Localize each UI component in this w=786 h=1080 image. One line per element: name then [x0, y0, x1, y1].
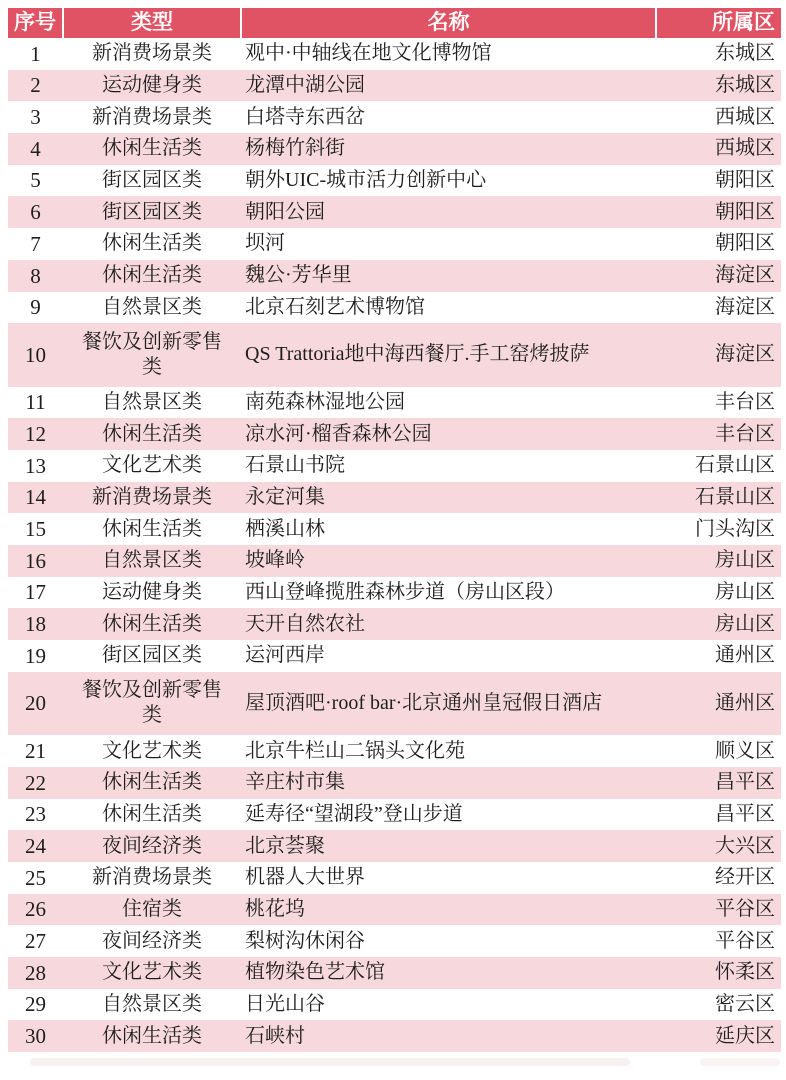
cell-district: 顺义区: [715, 739, 775, 762]
cell-name: 植物染色艺术馆: [245, 961, 385, 984]
cell-index: 4: [30, 136, 41, 161]
cell-type: 自然景区类: [102, 295, 202, 318]
table-row: [8, 101, 781, 133]
cell-index: 15: [25, 517, 46, 542]
cell-name: 延寿径“望湖段”登山步道: [245, 802, 463, 825]
cell-type: 新消费场景类: [92, 42, 212, 65]
cell-district: 房山区: [715, 612, 775, 635]
table-row: [8, 672, 781, 735]
cell-index: 18: [25, 612, 46, 637]
cell-type: 自然景区类: [102, 390, 202, 413]
table-row: [8, 608, 781, 640]
cell-index: 24: [25, 833, 46, 858]
cell-type: 运动健身类: [102, 581, 202, 604]
cell-index: 25: [25, 865, 46, 890]
cell-district: 通州区: [715, 644, 775, 667]
cell-name: 北京牛栏山二锅头文化苑: [245, 739, 465, 762]
cell-index: 5: [30, 168, 41, 193]
cell-name: 屋顶酒吧·roof bar·北京通州皇冠假日酒店: [245, 691, 603, 714]
next-row-hint: [30, 1058, 630, 1066]
cell-index: 26: [25, 897, 46, 922]
column-header-district: 所属区: [656, 8, 781, 38]
table-row: [8, 894, 781, 926]
cell-index: 1: [30, 41, 41, 66]
cell-type: 休闲生活类: [102, 802, 202, 825]
table-row: [8, 830, 781, 862]
cell-type: 自然景区类: [102, 549, 202, 572]
cell-district: 西城区: [715, 137, 775, 160]
cell-index: 9: [30, 295, 41, 320]
cell-name: 日光山谷: [245, 993, 325, 1015]
cell-name: 龙潭中湖公园: [245, 74, 365, 97]
cell-index: 7: [30, 231, 41, 256]
cell-district: 房山区: [715, 549, 775, 572]
cell-name: 白塔寺东西岔: [245, 105, 365, 128]
cell-name: 朝外UIC-城市活力创新中心: [245, 169, 487, 192]
cell-index: 22: [25, 770, 46, 795]
cell-index: 3: [30, 105, 41, 130]
cell-type: 街区园区类: [102, 200, 202, 223]
cell-district: 通州区: [715, 691, 775, 714]
cell-district: 海淀区: [715, 264, 775, 287]
cell-district: 房山区: [715, 581, 775, 604]
cell-name: 石景山书院: [245, 454, 345, 477]
cell-type: 餐饮及创新零售类: [82, 330, 222, 378]
cell-type: 休闲生活类: [102, 517, 202, 540]
cell-type: 休闲生活类: [102, 771, 202, 794]
cell-name: 杨梅竹斜街: [245, 137, 345, 160]
cell-index: 30: [25, 1024, 46, 1049]
table-row: [8, 165, 781, 197]
table-row: [8, 545, 781, 577]
table-row: [8, 1020, 781, 1052]
cell-name: 坝河: [245, 232, 285, 255]
cell-district: 平谷区: [715, 897, 775, 920]
cell-district: 门头沟区: [695, 517, 775, 540]
cell-type: 休闲生活类: [102, 232, 202, 255]
cell-type: 新消费场景类: [92, 485, 212, 508]
cell-index: 11: [25, 390, 46, 415]
cell-district: 昌平区: [715, 802, 775, 825]
cell-name: 北京荟聚: [245, 834, 325, 857]
cell-index: 19: [25, 643, 46, 668]
table-row: [8, 577, 781, 609]
cell-district: 怀柔区: [715, 961, 775, 984]
table-row: [8, 133, 781, 165]
cell-district: 西城区: [715, 105, 775, 128]
next-row-hint2: [700, 1058, 780, 1066]
cell-name: 石峡村: [245, 1024, 305, 1047]
cell-district: 海淀区: [715, 343, 775, 366]
cell-type: 休闲生活类: [102, 264, 202, 287]
table-row: [8, 387, 781, 419]
column-header-name: 名称: [241, 8, 656, 38]
table-row: [8, 292, 781, 324]
cell-type: 休闲生活类: [102, 422, 202, 445]
table-row: [8, 418, 781, 450]
cell-type: 休闲生活类: [102, 612, 202, 635]
cell-district: 丰台区: [715, 390, 775, 413]
cell-name: 观中·中轴线在地文化博物馆: [245, 42, 492, 65]
cell-district: 丰台区: [715, 422, 775, 445]
cell-type: 街区园区类: [102, 169, 202, 192]
cell-index: 14: [25, 485, 46, 510]
cell-name: 辛庄村市集: [245, 771, 345, 794]
spots-table: [8, 8, 781, 1052]
table-row: [8, 450, 781, 482]
cell-name: 桃花坞: [245, 897, 305, 920]
table-row: [8, 70, 781, 102]
cell-index: 17: [25, 580, 46, 605]
cell-type: 夜间经济类: [102, 929, 202, 952]
table-row: [8, 735, 781, 767]
cell-type: 文化艺术类: [102, 739, 202, 762]
cell-index: 23: [25, 802, 46, 827]
cell-name: 北京石刻艺术博物馆: [245, 295, 425, 318]
cell-type: 自然景区类: [102, 993, 202, 1015]
cell-district: 朝阳区: [715, 232, 775, 255]
cell-name: 栖溪山林: [245, 517, 325, 540]
table-row: [8, 513, 781, 545]
cell-type: 文化艺术类: [102, 961, 202, 984]
cell-district: 朝阳区: [715, 169, 775, 192]
cell-name: 凉水河·榴香森林公园: [245, 422, 432, 445]
spots-table-wrap: [8, 8, 781, 1052]
cell-index: 27: [25, 929, 46, 953]
cell-index: 21: [25, 738, 46, 763]
cell-name: 朝阳公园: [245, 200, 325, 223]
cell-type: 新消费场景类: [92, 866, 212, 889]
table-row: [8, 767, 781, 799]
cell-district: 石景山区: [695, 485, 775, 508]
cell-index: 20: [25, 691, 46, 716]
cell-name: 南苑森林湿地公园: [245, 390, 405, 413]
cell-district: 大兴区: [715, 834, 775, 857]
table-row: [8, 323, 781, 386]
cell-type: 餐饮及创新零售类: [82, 679, 222, 727]
cell-index: 10: [25, 342, 46, 367]
column-header-index: 序号: [8, 8, 63, 38]
cell-district: 平谷区: [715, 929, 775, 952]
cell-name: 永定河集: [245, 485, 325, 508]
cell-index: 16: [25, 548, 46, 573]
table-row: [8, 228, 781, 260]
cell-type: 夜间经济类: [102, 834, 202, 857]
cell-type: 住宿类: [122, 897, 182, 920]
cell-district: 延庆区: [715, 1024, 775, 1047]
header-row: [8, 8, 781, 38]
cell-index: 12: [25, 421, 46, 446]
cell-index: 8: [30, 263, 41, 288]
cell-type: 运动健身类: [102, 74, 202, 97]
cell-name: 运河西岸: [245, 644, 325, 667]
table-row: [8, 640, 781, 672]
column-header-type: 类型: [63, 8, 241, 38]
cell-name: 魏公·芳华里: [245, 264, 352, 287]
table-row: [8, 38, 781, 70]
cell-name: 梨树沟休闲谷: [245, 929, 365, 952]
cell-district: 朝阳区: [715, 200, 775, 223]
cell-name: 机器人大世界: [245, 866, 365, 889]
cell-index: 28: [25, 960, 46, 985]
table-row: [8, 799, 781, 831]
cell-name: QS Trattoria地中海西餐厅.手工窑烤披萨: [245, 343, 590, 366]
cell-district: 密云区: [715, 993, 775, 1015]
cell-index: 13: [25, 453, 46, 478]
cell-index: 29: [25, 992, 46, 1017]
cell-district: 东城区: [715, 74, 775, 97]
cell-index: 2: [30, 73, 41, 98]
cell-district: 石景山区: [695, 454, 775, 477]
cell-district: 昌平区: [715, 771, 775, 794]
cell-name: 天开自然农社: [245, 612, 365, 635]
cell-district: 经开区: [715, 866, 775, 889]
cell-type: 新消费场景类: [92, 105, 212, 128]
cell-district: 东城区: [715, 42, 775, 65]
table-row: [8, 957, 781, 989]
cell-index: 6: [30, 200, 41, 225]
cell-type: 文化艺术类: [102, 454, 202, 477]
cell-type: 休闲生活类: [102, 137, 202, 160]
cell-type: 街区园区类: [102, 644, 202, 667]
table-row: [8, 196, 781, 228]
cell-type: 休闲生活类: [102, 1024, 202, 1047]
table-row: [8, 862, 781, 894]
cell-district: 海淀区: [715, 295, 775, 318]
cell-name: 西山登峰揽胜森林步道（房山区段）: [245, 581, 565, 604]
table-row: [8, 260, 781, 292]
cell-name: 坡峰岭: [245, 549, 305, 572]
table-row: [8, 482, 781, 514]
table-body: [8, 38, 781, 1052]
table-row: [8, 925, 781, 957]
table-row: [8, 989, 781, 1021]
